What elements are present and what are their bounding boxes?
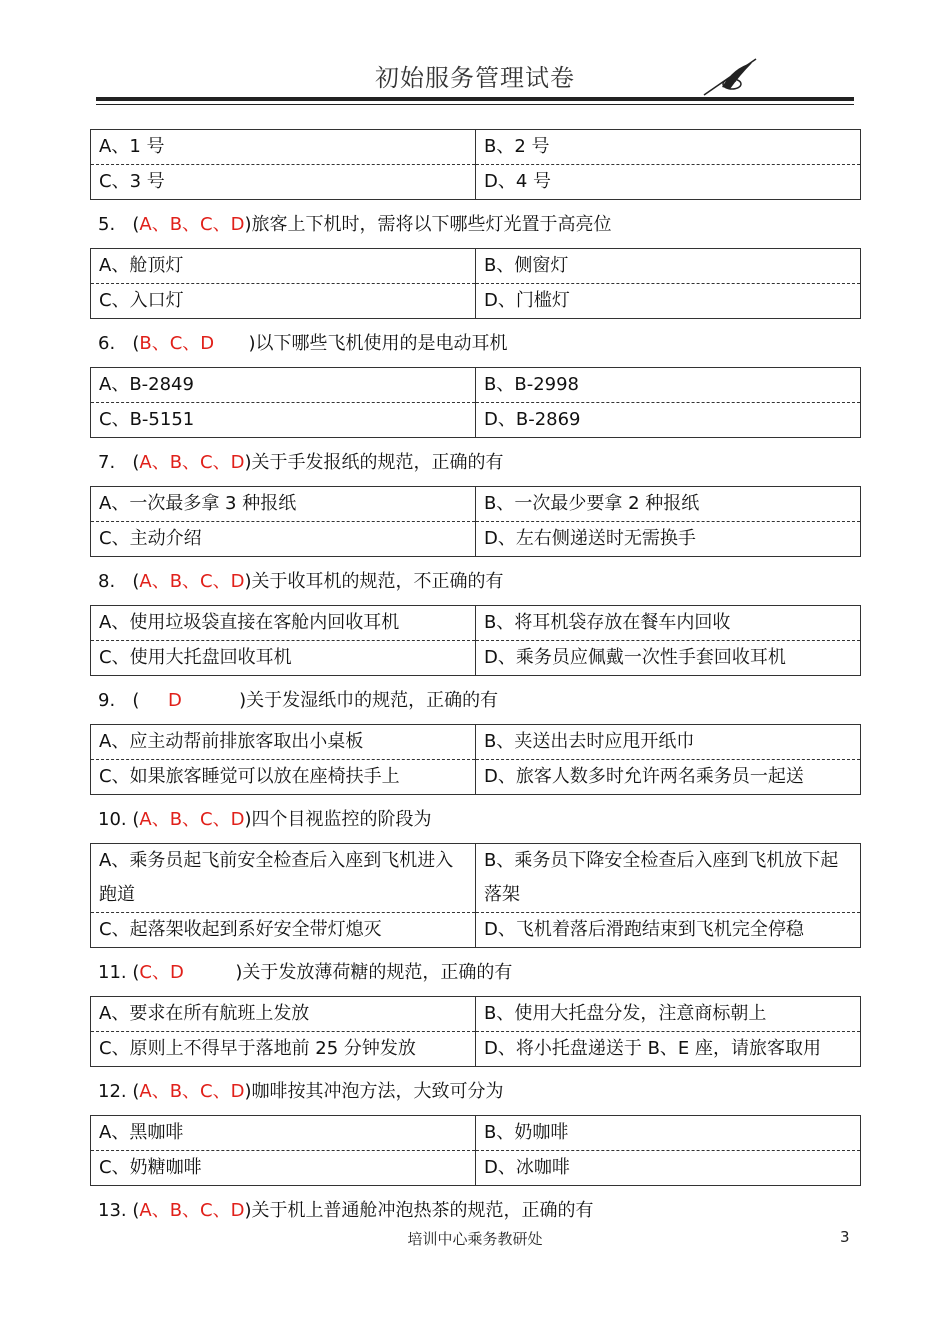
options-table	[90, 605, 861, 676]
header-rule-thin	[96, 104, 854, 105]
question-number: 9. (	[98, 690, 168, 711]
options-row	[91, 249, 861, 284]
option-cell: D、飞机着落后滑跑结束到飞机完全停稳	[476, 913, 861, 948]
options-row	[91, 487, 861, 522]
question-stem	[90, 565, 861, 599]
question-text: )关于发湿纸巾的规范，正确的有	[239, 690, 499, 711]
option-cell: D、4 号	[476, 165, 861, 200]
option-cell: C、如果旅客睡觉可以放在座椅扶手上	[91, 760, 476, 795]
question-answer: A、B、C、D	[139, 571, 245, 592]
question-text: )四个目视监控的阶段为	[244, 809, 432, 830]
question-number: 8. (	[98, 571, 140, 592]
option-cell: D、B-2869	[476, 403, 861, 438]
question-stem	[90, 803, 861, 837]
question-text: )关于收耳机的规范，不正确的有	[244, 571, 504, 592]
options-row	[91, 522, 861, 557]
options-row	[91, 403, 861, 438]
option-cell: D、左右侧递送时无需换手	[476, 522, 861, 557]
option-cell: D、乘务员应佩戴一次性手套回收耳机	[476, 641, 861, 676]
option-cell: A、乘务员起飞前安全检查后入座到飞机进入跑道	[91, 844, 476, 913]
option-cell: A、使用垃圾袋直接在客舱内回收耳机	[91, 606, 476, 641]
question-number: 5. (	[98, 214, 140, 235]
option-cell: D、门槛灯	[476, 284, 861, 319]
options-table	[90, 1115, 861, 1186]
option-cell: A、应主动帮前排旅客取出小桌板	[91, 725, 476, 760]
question-answer: A、B、C、D	[139, 809, 245, 830]
question-stem	[90, 1075, 861, 1109]
question-answer: A、B、C、D	[139, 214, 245, 235]
option-cell: B、使用大托盘分发，注意商标朝上	[476, 997, 861, 1032]
question-number: 7. (	[98, 452, 140, 473]
options-row	[91, 844, 861, 913]
option-cell: D、旅客人数多时允许两名乘务员一起送	[476, 760, 861, 795]
question-text: )咖啡按其冲泡方法，大致可分为	[244, 1081, 504, 1102]
question-number: 12. (	[98, 1081, 140, 1102]
options-row	[91, 997, 861, 1032]
option-cell: B、2 号	[476, 130, 861, 165]
options-row	[91, 284, 861, 319]
options-row	[91, 606, 861, 641]
question-answer: A、B、C、D	[139, 452, 245, 473]
question-list	[90, 129, 861, 1234]
question-stem	[90, 446, 861, 480]
question-number: 6. (	[98, 333, 140, 354]
question-stem	[90, 208, 861, 242]
option-cell: C、奶糖咖啡	[91, 1151, 476, 1186]
question-number: 13. (	[98, 1200, 140, 1221]
option-cell: A、B-2849	[91, 368, 476, 403]
header-rule	[96, 97, 854, 101]
footer-text: 培训中心乘务教研处	[407, 1230, 543, 1248]
options-table	[90, 129, 861, 200]
options-row	[91, 1116, 861, 1151]
option-cell: C、使用大托盘回收耳机	[91, 641, 476, 676]
options-row	[91, 725, 861, 760]
page-title: 初始服务管理试卷	[375, 64, 575, 92]
option-cell: C、3 号	[91, 165, 476, 200]
question-text: )关于机上普通舱冲泡热茶的规范，正确的有	[244, 1200, 594, 1221]
option-cell: B、乘务员下降安全检查后入座到飞机放下起落架	[476, 844, 861, 913]
option-cell: C、原则上不得早于落地前 25 分钟发放	[91, 1032, 476, 1067]
options-row	[91, 760, 861, 795]
question-stem	[90, 327, 861, 361]
options-table	[90, 486, 861, 557]
option-cell: B、B-2998	[476, 368, 861, 403]
option-cell: A、一次最多拿 3 种报纸	[91, 487, 476, 522]
options-row	[91, 641, 861, 676]
question-text: )关于发放薄荷糖的规范，正确的有	[235, 962, 513, 983]
question-text: )关于手发报纸的规范，正确的有	[244, 452, 504, 473]
question-text: )以下哪些飞机使用的是电动耳机	[248, 333, 508, 354]
question-number: 10. (	[98, 809, 140, 830]
question-stem	[90, 684, 861, 718]
options-row	[91, 368, 861, 403]
option-cell: A、要求在所有航班上发放	[91, 997, 476, 1032]
option-cell: D、将小托盘递送于 B、E 座，请旅客取用	[476, 1032, 861, 1067]
question-text: )旅客上下机时，需将以下哪些灯光置于高亮位	[244, 214, 612, 235]
options-row	[91, 1151, 861, 1186]
question-number: 11. (	[98, 962, 140, 983]
question-answer: A、B、C、D	[139, 1081, 245, 1102]
option-cell: A、1 号	[91, 130, 476, 165]
options-row	[91, 913, 861, 948]
options-table	[90, 996, 861, 1067]
option-cell: C、主动介绍	[91, 522, 476, 557]
question-answer: A、B、C、D	[139, 1200, 245, 1221]
option-cell: C、入口灯	[91, 284, 476, 319]
page-number: 3	[840, 1228, 850, 1246]
question-stem	[90, 1194, 861, 1228]
question-answer: C、D	[139, 962, 236, 983]
option-cell: B、将耳机袋存放在餐车内回收	[476, 606, 861, 641]
option-cell: B、夹送出去时应甩开纸巾	[476, 725, 861, 760]
option-cell: C、B-5151	[91, 403, 476, 438]
options-row	[91, 1032, 861, 1067]
option-cell: A、黑咖啡	[91, 1116, 476, 1151]
options-row	[91, 165, 861, 200]
options-table	[90, 724, 861, 795]
option-cell: B、一次最少要拿 2 种报纸	[476, 487, 861, 522]
option-cell: D、冰咖啡	[476, 1151, 861, 1186]
option-cell: A、舱顶灯	[91, 249, 476, 284]
options-table	[90, 248, 861, 319]
airline-logo-icon	[700, 57, 760, 97]
options-table	[90, 843, 861, 948]
options-row	[91, 130, 861, 165]
option-cell: B、侧窗灯	[476, 249, 861, 284]
option-cell: C、起落架收起到系好安全带灯熄灭	[91, 913, 476, 948]
question-answer: B、C、D	[139, 333, 249, 354]
question-stem	[90, 956, 861, 990]
options-table	[90, 367, 861, 438]
option-cell: B、奶咖啡	[476, 1116, 861, 1151]
question-answer: D	[167, 690, 240, 711]
